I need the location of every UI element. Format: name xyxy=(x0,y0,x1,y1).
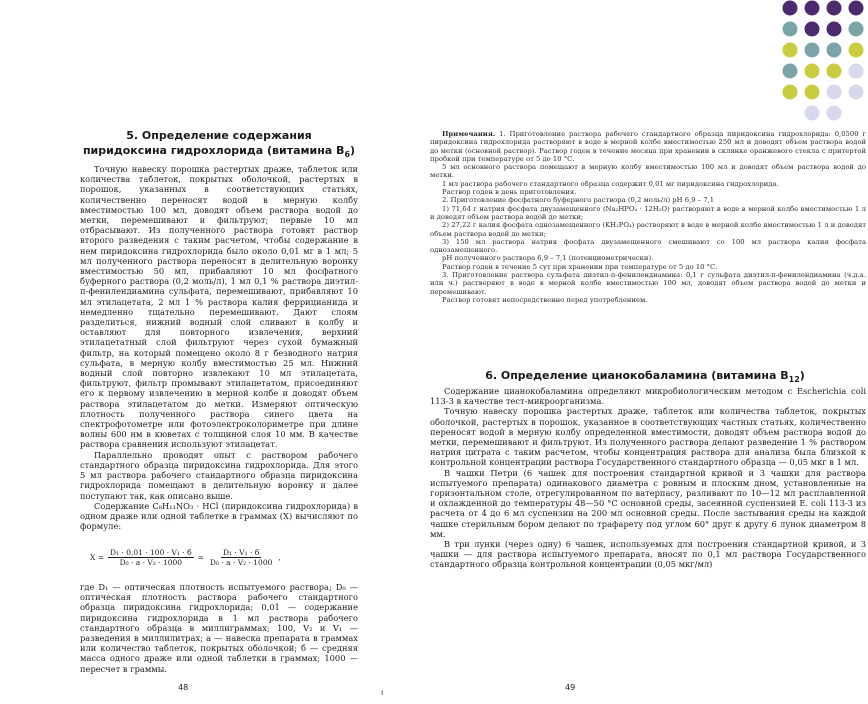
decor-dot xyxy=(827,64,842,79)
decorative-dot-grid xyxy=(782,0,868,140)
decor-dot xyxy=(783,64,798,79)
section-6-title-close: ) xyxy=(799,369,805,382)
formula-lhs: X = xyxy=(90,553,105,562)
formula-denominator-1: D₀ · a · V₂ · 1000 xyxy=(119,558,183,567)
decor-dot xyxy=(805,1,820,16)
decor-dot xyxy=(849,22,864,37)
note-item: 2) 27,22 г калия фосфата однозамещенного (KH₂PO₄) растворяют в воде в мерной колбе вместимостью 1 л и доводят объем раствора водой до метки; xyxy=(430,221,866,238)
note-item: 1) 71,64 г натрия фосфата двузамещенного (Na₂HPO₄ · 12H₂O) растворяют в воде в мерной колбе вместимостью 1 л и доводят объем раствора водой до метки; xyxy=(430,204,866,221)
section-5-title-subscript: 6 xyxy=(344,150,351,160)
formula xyxy=(90,548,281,567)
section-6-title-text: 6. Определение цианокобаламина (витамина B xyxy=(485,369,789,382)
decor-dot xyxy=(805,43,820,58)
gutter-mark: ı xyxy=(381,688,384,697)
section-5-title-line2: пиридоксина гидрохлорида (витамина B xyxy=(82,144,345,157)
formula-fraction-2 xyxy=(208,548,274,567)
formula-numerator-2: D₁ · V₁ · б xyxy=(223,548,260,557)
decor-dot xyxy=(849,43,864,58)
decor-dot xyxy=(849,1,864,16)
decor-dot xyxy=(805,106,820,121)
page-number-left: 48 xyxy=(178,683,189,692)
decor-dot xyxy=(849,64,864,79)
decor-dot xyxy=(827,85,842,100)
where-paragraph: где D₁ — оптическая плотность испытуемого раствора; D₀ — оптическая плотность раствора рабочего стандартного образца пиридоксина гидрохлорида; 0,01 — содержание пиридоксина гидрохлорида в 1 мл раствора рабочего стандартного образца в миллиграммах; 100, V₂ и V₁ — разведения в миллилитрах; a — навеска препарата в граммах или количество таблеток, покрытых оболочкой; б — средняя масса одного драже или одной таблетки в граммах; 1000 — пересчет в граммы. xyxy=(80,582,358,674)
note-item: Раствор годен в течение 5 сут при хранении при температуре от 5 до 10 °С. xyxy=(442,262,718,271)
decor-dot xyxy=(783,22,798,37)
section-5-body xyxy=(80,164,358,531)
note-item: 2. Приготовление фосфатного буферного раствора (0,2 моль/л) pH 6,9 – 7,1 xyxy=(442,196,715,205)
decor-dot xyxy=(783,43,798,58)
note-item: 1. Приготовление раствора рабочего стандартного образца пиридоксина гидрохлорида: 0,0500 г пиридоксина гидрохлорида растворяют в воде в мерной колбе вместимостью 250 мл и доводят объем раствора водой до метки (основной раствор). Раствор годен в течение месяца при хранении в склянке оранжевого стекла с притертой пробкой при температуре от 5 до 10 °С. xyxy=(430,130,866,163)
body-paragraph: В три лунки (через одну) 6 чашек, используемых для построения стандартной кривой, и 3 чашки — для раствора испытуемого препарата, вносят по 0,1 мл раствора Государственного стандартного образца контрольной концентрации (0,05 мкг/мл) xyxy=(430,539,866,570)
note-item: 1 мл раствора рабочего стандартного образца содержит 0,01 мг пиридоксина гидрохлорида. xyxy=(442,179,779,188)
notes-heading: Примечания. xyxy=(442,130,496,138)
decor-dot xyxy=(827,43,842,58)
decor-dot xyxy=(805,22,820,37)
body-paragraph: В чашки Петри (6 чашек для построения стандартной кривой и 3 чашки для раствора испытуемого препарата) одинакового диаметра с ровным и плоским дном, установленные на горизонтальном столе, отрегулированном по ватерпасу, разливают по 10—12 мл расплавленной и охлажденной до температуры 48—50 °С основной среды, засеянной суспензией E. coli 113-3 из расчета от 4 до 6 мл суспензии на 200 мл основной среды. После застывания среды на каждой чашке стерильным бором делают по трафарету под углом 60° друг к другу 6 лунок диаметром 8 мм. xyxy=(430,467,866,539)
note-item: pH полученного раствора 6,9 – 7,1 (потенциометрически). xyxy=(442,254,654,263)
note-item: 3) 150 мл раствора натрия фосфата двузамещенного смешивают со 100 мл раствора калия фосфата однозамещенного. xyxy=(430,237,866,255)
section-6-title xyxy=(425,368,865,387)
notes-block xyxy=(430,130,866,304)
decor-dot xyxy=(827,22,842,37)
formula-tail: , xyxy=(278,553,281,562)
body-paragraph: Содержание цианокобаламина определяют микробиологическим методом с Escherichia coli 113-3 в качестве тест-микроорганизма. xyxy=(430,386,866,407)
formula-denominator-2: D₀ · a · V₂ · 1000 xyxy=(209,558,273,567)
decor-dot xyxy=(827,1,842,16)
section-5-title-close: ) xyxy=(350,144,356,157)
decor-dot xyxy=(783,1,798,16)
page-number-right: 49 xyxy=(565,683,576,692)
body-paragraph: Точную навеску порошка растертых драже, таблеток или количества таблеток, покрытых оболочкой, растертых в порошок, указанных в соответствующих статьях, количественно переносят водой в мерную колбу вместимостью 100 мл, доводят объем раствора водой до метки, перемешивают и фильтруют; первые 10 мл отбрасывают. Из полученного раствора готовят раствор второго разведения с таким расчетом, чтобы содержание в нем пиридоксина гидрохлорида было около 0,01 мг в 1 мл; 5 мл полученного раствора переносят в делительную воронку вместимостью 50 мл, прибавляют 10 мл фосфатного буферного раствора (0,2 моль/л), 1 мл 0,1 % раствора диэтил-п-фенилендиамина сульфата, перемешивают, прибавляют 10 мл этилацетата, 2 мл 1 % раствора калия феррицианида и немедленно тщательно перемешивают. Дают слоям разделиться, нижний водный слой сливают в колбу и оставляют для повторного извлечения, верхний этилацетатный слой фильтруют через сухой бумажный фильтр, на который помещено около 8 г безводного натрия сульфата, в мерную колбу вместимостью 25 мл. Нижний водный слой повторно извлекают 10 мл этилацетата, фильтруют, фильтр промывают этилацетатом, присоединяют его к первому извлечению в мерной колбе и доводят объем раствора этилацетатом до метки. Измеряют оптическую плотность полученного раствора синего цвета на спектрофотометре или фотоэлектроколориметре при длине волны 600 нм в кюветах с толщиной слоя 10 мм. В качестве раствора сравнения используют этилацетат. xyxy=(80,164,358,450)
note-item: Раствор годен в день приготовления. xyxy=(442,188,577,197)
body-paragraph: Параллельно проводят опыт с раствором рабочего стандартного образца пиридоксина гидрохлорида. Для этого 5 мл раствора рабочего стандартного образца пиридоксина гидрохлорида помещают в делительную воронку и далее поступают так, как описано выше. xyxy=(80,449,358,501)
section-5-title-line1: 5. Определение содержания xyxy=(126,129,312,142)
formula-equals: = xyxy=(197,553,204,562)
decor-dot xyxy=(827,106,842,121)
decor-dot xyxy=(783,85,798,100)
note-item: Раствор готовят непосредственно перед употреблением. xyxy=(442,295,648,304)
section-6-body xyxy=(430,386,866,570)
section-6-title-subscript: 12 xyxy=(788,375,800,385)
formula-fraction-1 xyxy=(108,548,194,567)
formula-numerator-1: D₁ · 0,01 · 100 · V₁ · б xyxy=(110,548,192,557)
note-item: 5 мл основного раствора помещают в мерную колбу вместимостью 100 мл и доводят объем раствора водой до метки. xyxy=(430,163,866,180)
decor-dot xyxy=(849,85,864,100)
body-paragraph: Содержание C₈H₁₁NO₃ · HCl (пиридоксина гидрохлорида) в одном драже или одной таблетке в граммах (X) вычисляют по формуле: xyxy=(80,500,358,532)
decor-dot xyxy=(805,85,820,100)
note-item: 3. Приготовление раствора сульфата диэтил-п-фенилендиамина: 0,1 г сульфата диэтил-п-фенилендиамина (ч.д.а. или ч.) растворяют в воде в мерной колбе вместимостью 100 мл, доводят объем раствора водой до метки и перемешивают. xyxy=(430,271,866,296)
body-paragraph: Точную навеску порошка растертых драже, таблеток или количества таблеток, покрытых оболочкой, растертых в порошок, указанное в соответствующих частных статьях, количественно переносят водой в мерную колбу определенной вместимости, доводят объем раствора водой до метки, перемешивают и фильтруют. Из полученного раствора делают разведение 1 % раствором натрия цитрата с таким расчетом, чтобы концентрация раствора для анализа была близкой к контрольной концентрации раствора Государственного стандартного образца — 0,05 мкг в 1 мл. xyxy=(430,406,866,468)
formula-legend xyxy=(80,582,358,674)
section-5-title xyxy=(80,128,358,162)
decor-dot xyxy=(805,64,820,79)
